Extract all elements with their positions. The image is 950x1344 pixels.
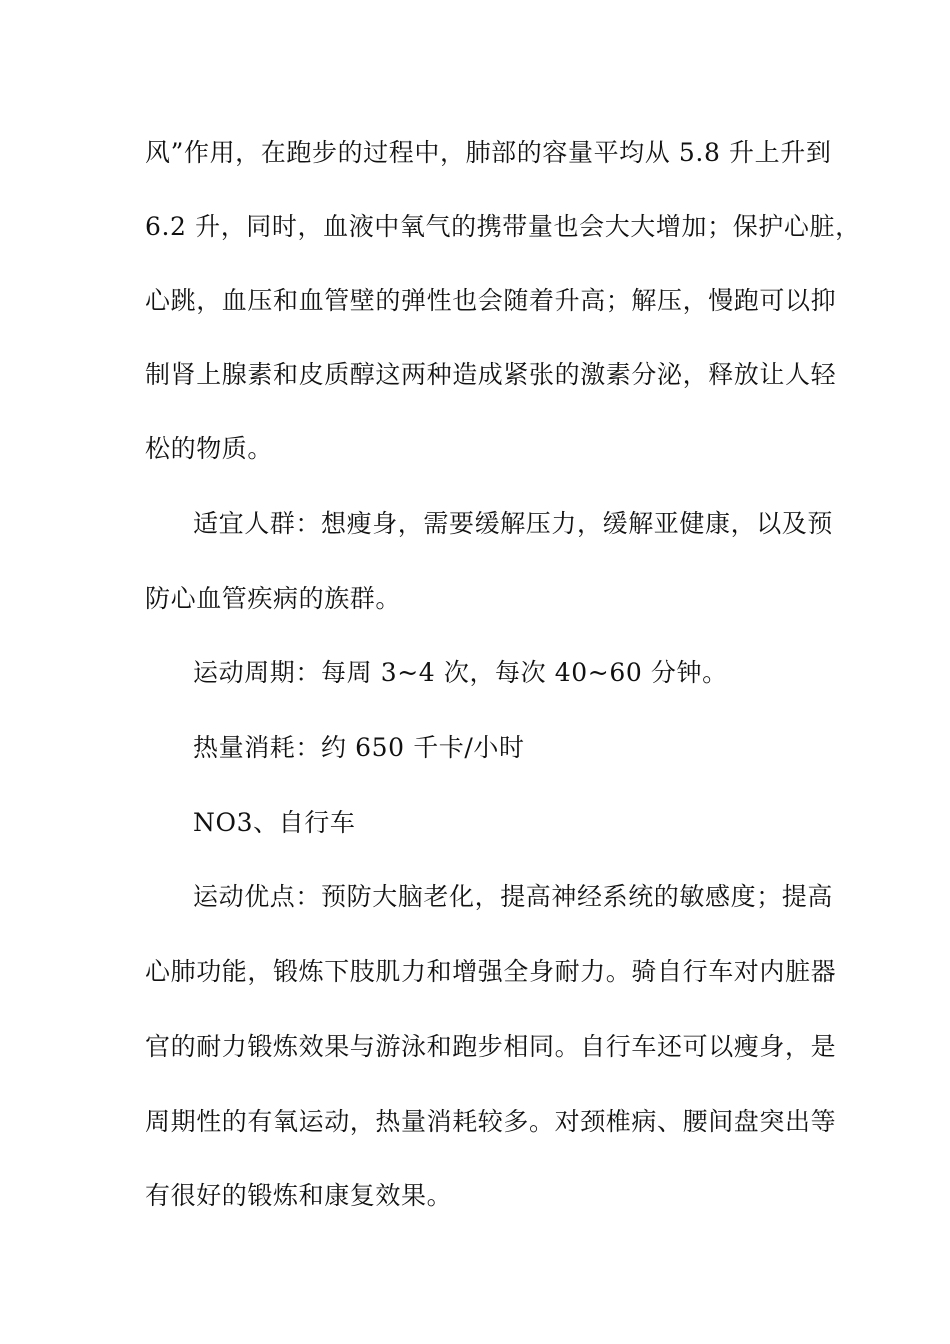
text-line: 适宜人群：想瘦身，需要缓解压力，缓解亚健康，以及预 xyxy=(193,509,834,538)
text-line: 心肺功能，锻炼下肢肌力和增强全身耐力。骑自行车对内脏器 xyxy=(145,957,837,986)
text-line: 热量消耗：约 650 千卡/小时 xyxy=(193,733,525,762)
text-line: 6.2 升，同时，血液中氧气的携带量也会大大增加；保护心脏， xyxy=(145,212,861,241)
text-line: 运动优点：预防大脑老化，提高神经系统的敏感度；提高 xyxy=(193,882,834,911)
text-line: 有很好的锻炼和康复效果。 xyxy=(145,1181,453,1210)
text-line: 运动周期：每周 3~4 次，每次 40~60 分钟。 xyxy=(193,658,728,687)
text-line: 官的耐力锻炼效果与游泳和跑步相同。自行车还可以瘦身，是 xyxy=(145,1032,837,1061)
text-line: 松的物质。 xyxy=(145,434,274,463)
text-line: 防心血管疾病的族群。 xyxy=(145,584,402,613)
section-heading: NO3、自行车 xyxy=(193,808,356,837)
text-line: 心跳，血压和血管壁的弹性也会随着升高；解压，慢跑可以抑 xyxy=(145,286,837,315)
text-line: 风”作用，在跑步的过程中，肺部的容量平均从 5.8 升上升到 xyxy=(145,138,832,167)
text-line: 制肾上腺素和皮质醇这两种造成紧张的激素分泌，释放让人轻 xyxy=(145,360,837,389)
text-line: 周期性的有氧运动，热量消耗较多。对颈椎病、腰间盘突出等 xyxy=(145,1107,837,1136)
